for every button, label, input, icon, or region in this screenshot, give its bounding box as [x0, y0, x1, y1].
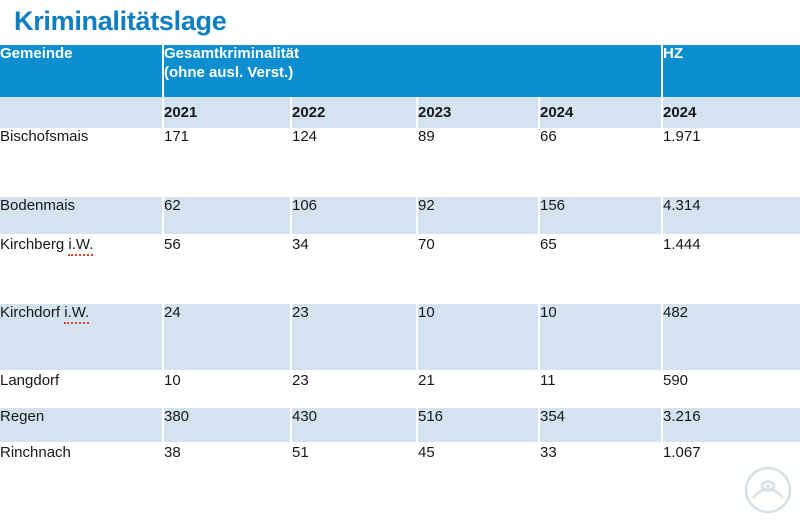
cell-hz-2024: 1.067: [662, 443, 800, 479]
cell-2023: 10: [417, 303, 539, 371]
table-row: [0, 235, 800, 303]
cell-hz-2024: 482: [662, 303, 800, 371]
subheader-blank: [0, 97, 163, 128]
header-hz: HZ: [662, 45, 800, 97]
cell-2023: 516: [417, 407, 539, 443]
table-row: [0, 196, 800, 235]
cell-2024: 11: [539, 371, 662, 407]
subheader-2023: 2023: [417, 97, 539, 128]
cell-2024: 65: [539, 235, 662, 303]
cell-gemeinde: Bodenmais: [0, 196, 163, 235]
table-row: [0, 407, 800, 443]
cell-gemeinde: Regen: [0, 407, 163, 443]
table-row: [0, 303, 800, 371]
header-gesamtkriminalitaet-line1: Gesamtkriminalität: [164, 45, 300, 63]
cell-2024: 354: [539, 407, 662, 443]
cell-2021: 56: [163, 235, 291, 303]
page-title: Kriminalitätslage: [14, 6, 227, 36]
cell-2021: 62: [163, 196, 291, 235]
spellcheck-underline: i.W.: [64, 304, 89, 324]
cell-gemeinde: Rinchnach: [0, 443, 163, 479]
crime-statistics-table: [0, 45, 800, 480]
table-subheader-row: [0, 97, 800, 128]
subheader-2024: 2024: [539, 97, 662, 128]
cell-2021: 24: [163, 303, 291, 371]
cell-gemeinde: Kirchdorf i.W.: [0, 303, 163, 371]
cell-2022: 23: [291, 371, 417, 407]
cell-2023: 89: [417, 128, 539, 196]
header-gesamtkriminalitaet-line2: (ohne ausl. Verst.): [164, 63, 294, 81]
cell-hz-2024: 3.216: [662, 407, 800, 443]
subheader-2022: 2022: [291, 97, 417, 128]
cell-2022: 23: [291, 303, 417, 371]
cell-2023: 70: [417, 235, 539, 303]
cell-2022: 106: [291, 196, 417, 235]
cell-hz-2024: 1.971: [662, 128, 800, 196]
cell-2024: 66: [539, 128, 662, 196]
cell-2022: 124: [291, 128, 417, 196]
cell-2021: 171: [163, 128, 291, 196]
cell-2022: 430: [291, 407, 417, 443]
cell-2023: 45: [417, 443, 539, 479]
cell-2023: 92: [417, 196, 539, 235]
table-row: [0, 371, 800, 407]
cell-2021: 38: [163, 443, 291, 479]
cell-gemeinde: Langdorf: [0, 371, 163, 407]
cell-hz-2024: 1.444: [662, 235, 800, 303]
cell-hz-2024: 4.314: [662, 196, 800, 235]
subheader-hz-2024: 2024: [662, 97, 800, 128]
table-body: [0, 128, 800, 479]
cell-2023: 21: [417, 371, 539, 407]
header-gesamtkriminalitaet: [163, 45, 662, 97]
cell-2024: 10: [539, 303, 662, 371]
table-row: [0, 443, 800, 479]
cell-gemeinde: Bischofsmais: [0, 128, 163, 196]
table-row: [0, 128, 800, 196]
spellcheck-underline: i.W.: [68, 236, 93, 256]
cell-2024: 156: [539, 196, 662, 235]
cell-2022: 34: [291, 235, 417, 303]
header-gemeinde: Gemeinde: [0, 45, 163, 97]
cell-2022: 51: [291, 443, 417, 479]
cell-hz-2024: 590: [662, 371, 800, 407]
table-header-row: [0, 45, 800, 97]
cell-2021: 10: [163, 371, 291, 407]
cell-2021: 380: [163, 407, 291, 443]
cell-gemeinde: Kirchberg i.W.: [0, 235, 163, 303]
cell-2024: 33: [539, 443, 662, 479]
subheader-2021: 2021: [163, 97, 291, 128]
